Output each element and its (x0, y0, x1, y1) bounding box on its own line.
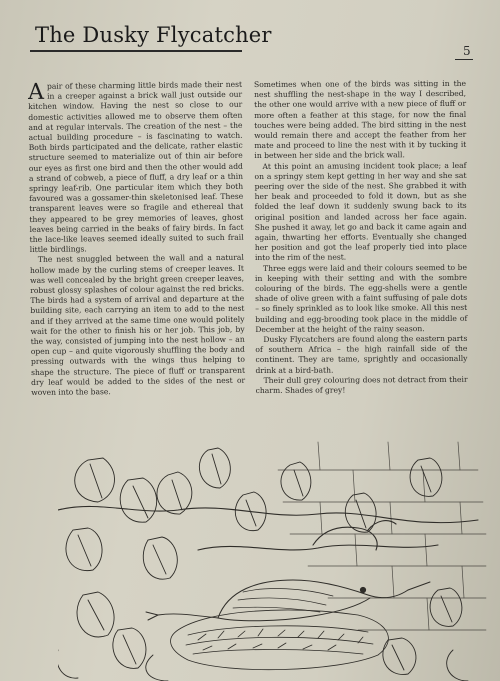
page-number-rule (455, 59, 473, 60)
title-underline (30, 50, 242, 52)
dusky-flycatcher-illustration (58, 440, 488, 681)
paragraph: The nest snuggled between the wall and a natural hollow made by the curling stems of creeper leaves. It was well concealed by the bright green creeper leaves, robust glossy splashes of colour against the red bricks. The birds had a system of arrival and departure at the building site, each carrying an item to add to the nest and if they arrived at the same time one would politely wait for the other to finish his or her job. This job, by the way, consisted of jumping into the nest hollow – an open cup – and quite vigorously shuffling the body and pressing outwards with the wings thus helping to shape the structure. The piece of fluff or transparent dry leaf would be added to the sides of the nest or woven into the base. (29, 253, 246, 398)
paragraph (28, 80, 244, 256)
text-column-left (28, 80, 245, 399)
page-number: 5 (463, 44, 471, 58)
paragraph: Dusky Flycatchers are found along the eastern parts of southern Africa – the high rainfall side of the continent. They are tame, sprightly and occasionally drink at a bird-bath. (255, 333, 468, 375)
creeper-leaves-bottom (146, 588, 468, 681)
text-column-right (254, 79, 468, 396)
paragraph: Their dull grey colouring does not detract from their charm. Shades of grey! (255, 374, 468, 396)
vine-stems (58, 506, 478, 550)
paragraph-text: pair of these charming little birds made their nest in a creeper against a brick wall just outside our kitchen window. Having the nest so close to our domestic activities allowed me to observe them often and at regular intervals. The creation of the nest – the actual building procedure – is fascinating to watch. Both birds participated and the delicate, rather elastic structure seemed to materialize out of thin air before our eyes as first one bird and then the other would add a strand of cobweb, a piece of fluff, a dry leaf or a thin springy leaf-rib. One particular item which they both favoured was a gossamer-thin skeletonised leaf. These transparent leaves were so fragile and ethereal that they appeared to be grey memories of leaves, ghost leaves being carried in the beaks of fairy birds. In fact the lace-like leaves seemed ideally suited to such frail little birdlings. (28, 79, 244, 255)
brick-wall-drawing (278, 442, 486, 630)
drop-cap: A (27, 79, 45, 105)
page-title: The Dusky Flycatcher (35, 23, 272, 47)
paragraph: At this point an amusing incident took place; a leaf on a springy stem kept getting in her way and she sat peering over the side of the nest. She grabbed it with her beak and proceeded to fold it down, but as she folded the leaf down it suddenly swung back to its original position and landed across her face again. She pushed it away, let go and back it came again and again, thwarting her efforts. Eventually she changed her position and got the leaf properly tied into place into the rim of the nest. (254, 160, 467, 263)
paragraph: Sometimes when one of the birds was sitting in the nest shuffling the nest-shape in the way I described, the other one would arrive with a new piece of fluff or more often a feather at this stage, for now the final touches were being added. The bird sitting in the nest would remain there and accept the feather from her mate and proceed to line the nest with it by tucking it in between her side and the brick wall. (254, 78, 467, 161)
creeper-leaves-left (58, 458, 177, 678)
nest-drawing (171, 610, 389, 670)
paragraph: Three eggs were laid and their colours seemed to be in keeping with their setting and with the sombre colouring of the birds. The egg-shells were a gentle shade of olive green with a faint suffusing of pale dots – so finely sprinkled as to look like smoke. All this nest building and egg-brooding took place in the middle of December at the height of the rainy season. (255, 262, 468, 334)
flycatcher-bird-drawing (146, 580, 430, 621)
